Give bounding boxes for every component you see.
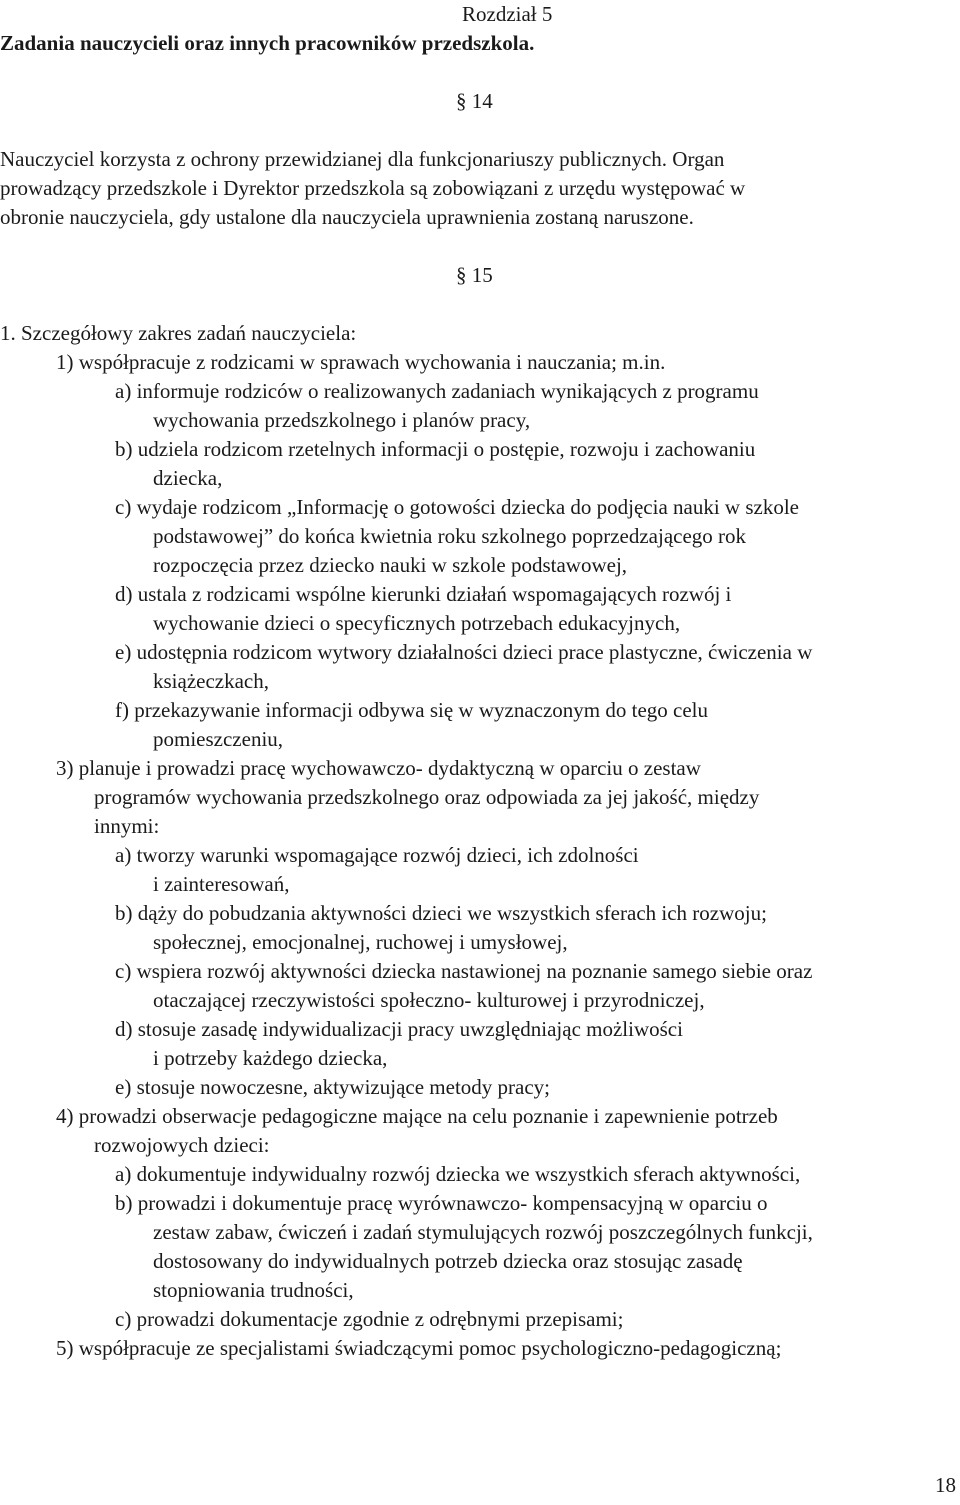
list-item: c) wydaje rodzicom „Informację o gotowości dziecka do podjęcia nauki w szkole [115, 495, 799, 519]
paragraph-line: obronie nauczyciela, gdy ustalone dla nauczyciela uprawnienia zostaną naruszone. [0, 205, 694, 229]
paragraph-line: Nauczyciel korzysta z ochrony przewidzianej dla funkcjonariuszy publicznych. Organ [0, 147, 725, 171]
list-item-continuation: otaczającej rzeczywistości społeczno- kulturowej i przyrodniczej, [153, 988, 705, 1012]
section-symbol-14: § 14 [456, 89, 493, 113]
list-item: 1) współpracuje z rodzicami w sprawach wychowania i nauczania; m.in. [56, 350, 666, 374]
list-item-continuation: wychowanie dzieci o specyficznych potrzebach edukacyjnych, [153, 611, 681, 635]
list-item: b) prowadzi i dokumentuje pracę wyrównawczo- kompensacyjną w oparciu o [115, 1191, 768, 1215]
list-item-continuation: pomieszczeniu, [153, 727, 284, 751]
list-item-continuation: książeczkach, [153, 669, 270, 693]
list-item: 4) prowadzi obserwacje pedagogiczne mające na celu poznanie i zapewnienie potrzeb [56, 1104, 778, 1128]
chapter-heading: Rozdział 5 [462, 2, 553, 26]
list-item: b) udziela rodzicom rzetelnych informacji o postępie, rozwoju i zachowaniu [115, 437, 756, 461]
list-item: b) dąży do pobudzania aktywności dzieci we wszystkich sferach ich rozwoju; [115, 901, 767, 925]
list-item: c) prowadzi dokumentacje zgodnie z odrębnymi przepisami; [115, 1307, 624, 1331]
list-item-continuation: dostosowany do indywidualnych potrzeb dziecka oraz stosując zasadę [153, 1249, 743, 1273]
list-item: d) ustala z rodzicami wspólne kierunki działań wspomagających rozwój i [115, 582, 732, 606]
page-number: 18 [935, 1473, 956, 1497]
list-item: a) dokumentuje indywidualny rozwój dziecka we wszystkich sferach aktywności, [115, 1162, 801, 1186]
list-item: a) informuje rodziców o realizowanych zadaniach wynikających z programu [115, 379, 759, 403]
list-item-continuation: innymi: [94, 814, 160, 838]
list-item: d) stosuje zasadę indywidualizacji pracy uwzględniając możliwości [115, 1017, 683, 1041]
list-item-continuation: i potrzeby każdego dziecka, [153, 1046, 388, 1070]
list-item: 1. Szczegółowy zakres zadań nauczyciela: [0, 321, 357, 345]
list-item: 5) współpracuje ze specjalistami świadczącymi pomoc psychologiczno-pedagogiczną; [56, 1336, 782, 1360]
list-item: e) udostępnia rodzicom wytwory działalności dzieci prace plastyczne, ćwiczenia w [115, 640, 813, 664]
list-item: a) tworzy warunki wspomagające rozwój dzieci, ich zdolności [115, 843, 639, 867]
list-item-continuation: rozpoczęcia przez dziecko nauki w szkole podstawowej, [153, 553, 628, 577]
list-item-continuation: wychowania przedszkolnego i planów pracy, [153, 408, 531, 432]
list-item-continuation: programów wychowania przedszkolnego oraz odpowiada za jej jakość, między [94, 785, 760, 809]
list-item-continuation: podstawowej” do końca kwietnia roku szkolnego poprzedzającego rok [153, 524, 747, 548]
list-item: e) stosuje nowoczesne, aktywizujące metody pracy; [115, 1075, 551, 1099]
paragraph-line: prowadzący przedszkole i Dyrektor przedszkola są zobowiązani z urzędu występować w [0, 176, 746, 200]
list-item-continuation: dziecka, [153, 466, 223, 490]
section-symbol-15: § 15 [456, 263, 493, 287]
list-item-continuation: rozwojowych dzieci: [94, 1133, 270, 1157]
list-item-continuation: zestaw zabaw, ćwiczeń i zadań stymulujących rozwój poszczególnych funkcji, [153, 1220, 813, 1244]
list-item-continuation: i zainteresowań, [153, 872, 290, 896]
list-item: c) wspiera rozwój aktywności dziecka nastawionej na poznanie samego siebie oraz [115, 959, 813, 983]
list-item-continuation: społecznej, emocjonalnej, ruchowej i umysłowej, [153, 930, 568, 954]
list-item-continuation: stopniowania trudności, [153, 1278, 354, 1302]
list-item: 3) planuje i prowadzi pracę wychowawczo- dydaktyczną w oparciu o zestaw [56, 756, 701, 780]
list-item: f) przekazywanie informacji odbywa się w wyznaczonym do tego celu [115, 698, 709, 722]
chapter-title: Zadania nauczycieli oraz innych pracowników przedszkola. [0, 31, 535, 55]
